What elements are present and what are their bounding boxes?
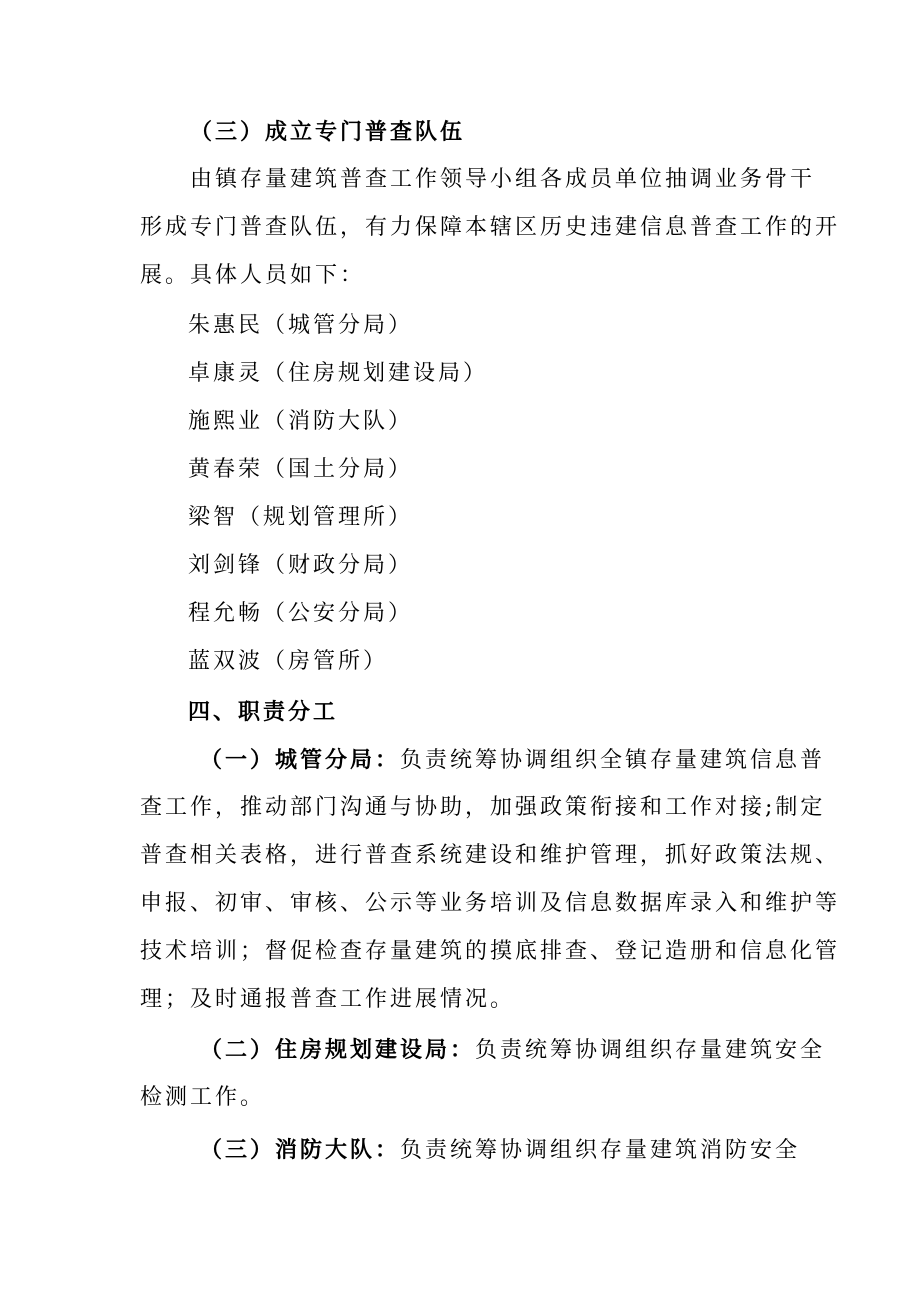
section-heading-team: （三）成立专门普查队伍 — [190, 119, 466, 145]
member-item: 卓康灵（住房规划建设局） — [188, 361, 489, 386]
duty-item-housing-planning — [200, 1036, 825, 1065]
paragraph-line: 理；及时通报普查工作进展情况。 — [140, 987, 516, 1012]
paragraph-line: 形成专门普查队伍，有力保障本辖区历史违建信息普查工作的开 — [140, 215, 841, 240]
member-item: 程允畅（公安分局） — [188, 601, 414, 626]
paragraph-line: 普查相关表格，进行普查系统建设和维护管理，抓好政策法规、 — [140, 843, 841, 868]
duty-text: 负责统筹协调组织存量建筑消防安全 — [400, 1138, 801, 1163]
paragraph-line: 检测工作。 — [140, 1085, 266, 1110]
member-item: 蓝双波（房管所） — [188, 649, 389, 674]
duty-label: （三）消防大队： — [200, 1137, 401, 1163]
member-item: 刘剑锋（财政分局） — [188, 553, 414, 578]
paragraph-line: 技术培训；督促检查存量建筑的摸底排查、登记造册和信息化管 — [140, 939, 841, 964]
paragraph-line: 展。具体人员如下： — [140, 263, 366, 288]
paragraph-line: 申报、初审、审核、公示等业务培训及信息数据库录入和维护等 — [140, 891, 841, 916]
paragraph-line: 由镇存量建筑普查工作领导小组各成员单位抽调业务骨干 — [190, 167, 816, 192]
duty-label: （二）住房规划建设局： — [200, 1037, 476, 1063]
duty-text: 负责统筹协调组织全镇存量建筑信息普 — [400, 748, 826, 773]
duty-label: （一）城管分局： — [200, 747, 401, 773]
duty-text: 负责统筹协调组织存量建筑安全 — [475, 1038, 826, 1063]
member-item: 朱惠民（城管分局） — [188, 313, 414, 338]
member-item: 梁智（规划管理所） — [188, 505, 414, 530]
duty-item-fire-brigade — [200, 1136, 800, 1165]
paragraph-line: 查工作，推动部门沟通与协助，加强政策衔接和工作对接;制定 — [140, 795, 826, 820]
member-item: 黄春荣（国土分局） — [188, 457, 414, 482]
section-heading-duties: 四、职责分工 — [188, 699, 339, 725]
duty-item-urban-management — [200, 746, 825, 775]
member-item: 施熙业（消防大队） — [188, 409, 414, 434]
